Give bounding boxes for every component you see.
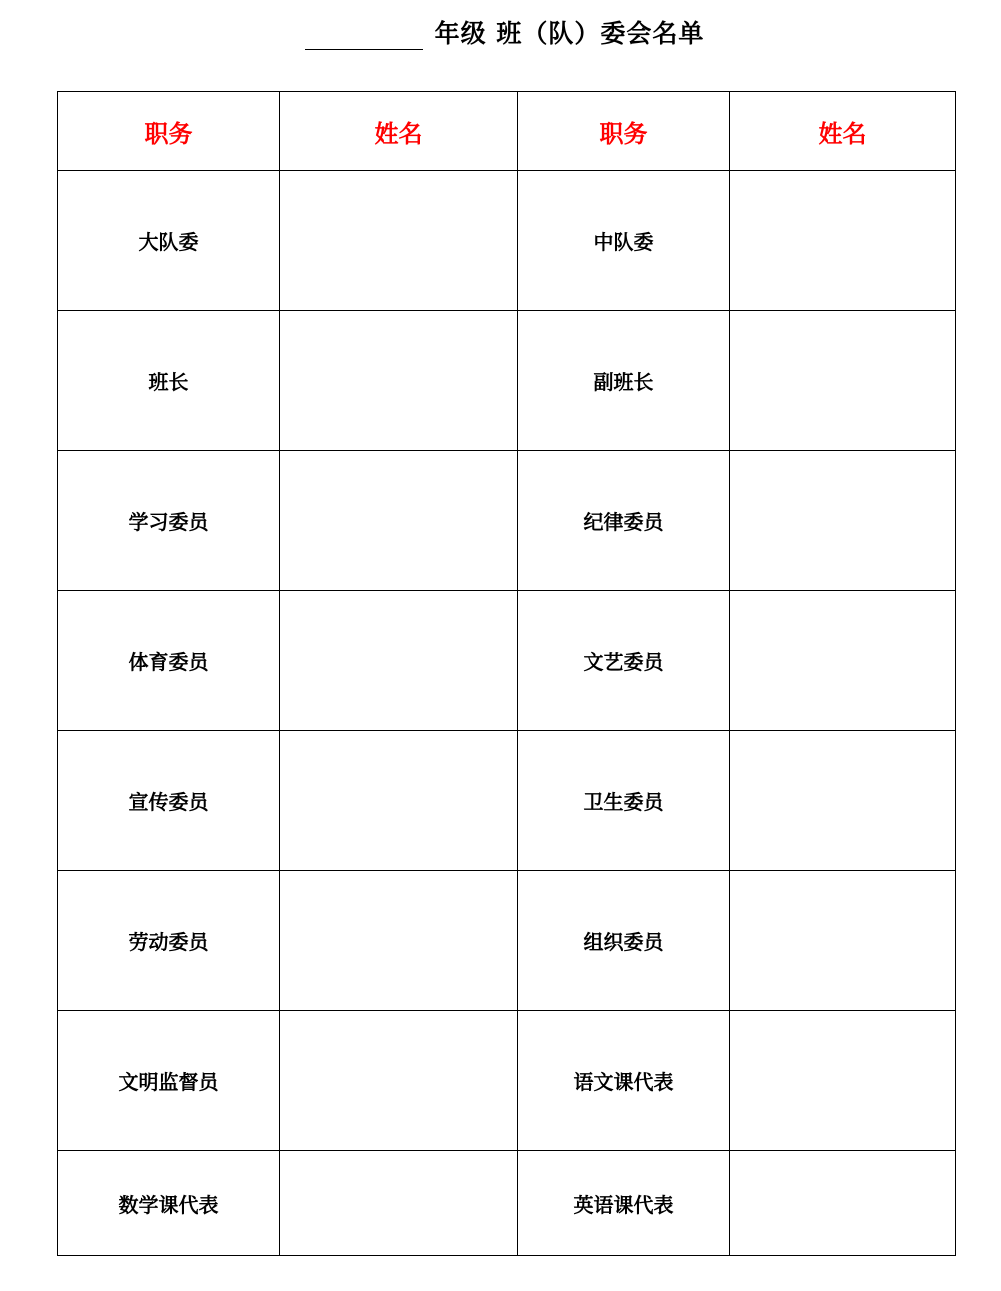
role-cell: 中队委 bbox=[518, 171, 730, 311]
name-input-cell[interactable] bbox=[280, 451, 518, 591]
page-title bbox=[305, 18, 705, 50]
name-input-cell[interactable] bbox=[730, 171, 956, 311]
header-role-left: 职务 bbox=[58, 92, 280, 171]
table-row bbox=[58, 591, 956, 731]
name-input-cell[interactable] bbox=[280, 591, 518, 731]
role-cell: 体育委员 bbox=[58, 591, 280, 731]
name-input-cell[interactable] bbox=[730, 871, 956, 1011]
role-cell: 文艺委员 bbox=[518, 591, 730, 731]
name-input-cell[interactable] bbox=[280, 171, 518, 311]
name-input-cell[interactable] bbox=[730, 451, 956, 591]
page-title-row bbox=[0, 18, 1001, 58]
role-cell: 数学课代表 bbox=[58, 1151, 280, 1256]
role-cell: 大队委 bbox=[58, 171, 280, 311]
table-row bbox=[58, 311, 956, 451]
name-input-cell[interactable] bbox=[280, 731, 518, 871]
role-cell: 劳动委员 bbox=[58, 871, 280, 1011]
name-input-cell[interactable] bbox=[730, 1151, 956, 1256]
role-cell: 学习委员 bbox=[58, 451, 280, 591]
grade-blank-field[interactable] bbox=[305, 21, 423, 50]
name-input-cell[interactable] bbox=[730, 311, 956, 451]
header-role-right: 职务 bbox=[518, 92, 730, 171]
role-cell: 班长 bbox=[58, 311, 280, 451]
page-title-text: 年级 班（队）委会名单 bbox=[434, 19, 705, 48]
table-row bbox=[58, 1151, 956, 1256]
role-cell: 组织委员 bbox=[518, 871, 730, 1011]
table-row bbox=[58, 451, 956, 591]
table-header-row bbox=[58, 92, 956, 171]
role-cell: 宣传委员 bbox=[58, 731, 280, 871]
header-name-right: 姓名 bbox=[730, 92, 956, 171]
header-name-left: 姓名 bbox=[280, 92, 518, 171]
committee-roster-table bbox=[57, 91, 956, 1256]
name-input-cell[interactable] bbox=[730, 591, 956, 731]
role-cell: 卫生委员 bbox=[518, 731, 730, 871]
table-row bbox=[58, 1011, 956, 1151]
table-row bbox=[58, 171, 956, 311]
name-input-cell[interactable] bbox=[280, 311, 518, 451]
name-input-cell[interactable] bbox=[280, 1011, 518, 1151]
name-input-cell[interactable] bbox=[280, 1151, 518, 1256]
table-row bbox=[58, 871, 956, 1011]
name-input-cell[interactable] bbox=[730, 1011, 956, 1151]
table-row bbox=[58, 731, 956, 871]
role-cell: 纪律委员 bbox=[518, 451, 730, 591]
role-cell: 副班长 bbox=[518, 311, 730, 451]
role-cell: 文明监督员 bbox=[58, 1011, 280, 1151]
role-cell: 英语课代表 bbox=[518, 1151, 730, 1256]
name-input-cell[interactable] bbox=[730, 731, 956, 871]
name-input-cell[interactable] bbox=[280, 871, 518, 1011]
role-cell: 语文课代表 bbox=[518, 1011, 730, 1151]
